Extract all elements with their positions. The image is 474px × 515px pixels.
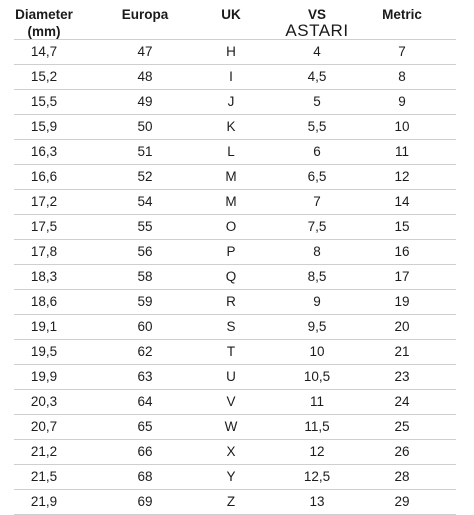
- table-row: [14, 390, 456, 415]
- cell-vs: 5,5: [307, 119, 327, 134]
- cell-europa: 60: [137, 319, 153, 334]
- header-uk: UK: [221, 7, 241, 22]
- cell-diameter: 15,2: [30, 69, 58, 84]
- cell-europa: 56: [137, 244, 153, 259]
- cell-europa: 58: [137, 269, 153, 284]
- cell-uk: K: [226, 119, 236, 134]
- table-row: [14, 165, 456, 190]
- cell-europa: 52: [137, 169, 153, 184]
- cell-vs: 8,5: [307, 269, 327, 284]
- header-europa: Europa: [121, 7, 169, 22]
- cell-diameter: 15,5: [30, 94, 58, 109]
- cell-diameter: 16,6: [30, 169, 58, 184]
- table-row: [14, 39, 456, 65]
- cell-uk: S: [226, 319, 236, 334]
- cell-uk: M: [225, 169, 237, 184]
- cell-metric: 8: [398, 69, 406, 84]
- cell-uk: H: [226, 44, 236, 59]
- cell-diameter: 20,3: [30, 394, 58, 409]
- cell-vs: 11: [309, 394, 324, 409]
- table-row: [14, 190, 456, 215]
- table-row: [14, 415, 456, 440]
- cell-diameter: 21,5: [30, 469, 58, 484]
- table-row: [14, 215, 456, 240]
- table-row: [14, 365, 456, 390]
- table-row: [14, 465, 456, 490]
- cell-diameter: 17,5: [30, 219, 58, 234]
- cell-europa: 59: [137, 294, 153, 309]
- cell-vs: 12,5: [303, 469, 331, 484]
- cell-metric: 24: [394, 394, 410, 409]
- cell-uk: W: [224, 419, 238, 434]
- cell-vs: 12: [309, 444, 325, 459]
- cell-europa: 47: [137, 44, 153, 59]
- table-row: [14, 290, 456, 315]
- cell-europa: 55: [137, 219, 153, 234]
- header-vs: [272, 6, 362, 40]
- cell-vs: 10,5: [303, 369, 331, 384]
- header-diameter: [0, 6, 88, 40]
- table-row: [14, 265, 456, 290]
- table-row: [14, 490, 456, 515]
- cell-uk: I: [229, 69, 233, 84]
- cell-uk: T: [226, 344, 236, 359]
- cell-europa: 51: [137, 144, 153, 159]
- cell-uk: L: [227, 144, 235, 159]
- header-diameter-label: Diameter (mm): [15, 7, 73, 39]
- table-row: [14, 65, 456, 90]
- cell-diameter: 21,2: [30, 444, 58, 459]
- cell-vs: 9,5: [307, 319, 327, 334]
- cell-uk: O: [225, 219, 237, 234]
- cell-metric: 11: [394, 144, 409, 159]
- cell-diameter: 17,2: [30, 194, 58, 209]
- cell-metric: 14: [394, 194, 410, 209]
- cell-metric: 10: [394, 119, 410, 134]
- table-row: [14, 115, 456, 140]
- cell-vs: 4,5: [307, 69, 327, 84]
- cell-vs: 11,5: [304, 419, 330, 434]
- cell-uk: X: [226, 444, 236, 459]
- cell-diameter: 14,7: [30, 44, 58, 59]
- cell-diameter: 19,1: [30, 319, 58, 334]
- cell-europa: 66: [137, 444, 153, 459]
- cell-vs: 7: [313, 194, 321, 209]
- cell-diameter: 15,9: [30, 119, 58, 134]
- table-row: [14, 440, 456, 465]
- cell-diameter: 18,6: [30, 294, 58, 309]
- header-vs-label: VS: [307, 7, 326, 22]
- cell-metric: 26: [394, 444, 410, 459]
- size-table: [14, 39, 456, 515]
- cell-diameter: 19,5: [30, 344, 58, 359]
- cell-diameter: 21,9: [30, 494, 58, 509]
- table-row: [14, 315, 456, 340]
- cell-metric: 7: [398, 44, 406, 59]
- cell-vs: 4: [313, 44, 321, 59]
- cell-europa: 48: [137, 69, 153, 84]
- cell-vs: 7,5: [307, 219, 327, 234]
- cell-europa: 63: [137, 369, 153, 384]
- cell-uk: U: [226, 369, 236, 384]
- cell-vs: 6,5: [307, 169, 327, 184]
- table-row: [14, 90, 456, 115]
- cell-vs: 8: [313, 244, 321, 259]
- cell-diameter: 18,3: [30, 269, 58, 284]
- cell-diameter: 20,7: [30, 419, 58, 434]
- table-row: [14, 340, 456, 365]
- cell-uk: V: [226, 394, 236, 409]
- cell-uk: M: [225, 194, 237, 209]
- cell-uk: Z: [226, 494, 236, 509]
- cell-europa: 62: [137, 344, 153, 359]
- cell-europa: 49: [137, 94, 153, 109]
- table-header: [0, 0, 474, 44]
- cell-europa: 68: [137, 469, 153, 484]
- brand-logo: ASTARI: [285, 21, 349, 40]
- table-row: [14, 140, 456, 165]
- cell-metric: 19: [394, 294, 410, 309]
- cell-metric: 23: [394, 369, 410, 384]
- cell-metric: 17: [394, 269, 410, 284]
- cell-vs: 5: [313, 94, 321, 109]
- cell-vs: 13: [309, 494, 325, 509]
- cell-europa: 64: [137, 394, 153, 409]
- cell-metric: 29: [394, 494, 410, 509]
- cell-metric: 16: [394, 244, 410, 259]
- cell-vs: 6: [313, 144, 321, 159]
- header-metric: Metric: [382, 7, 422, 22]
- cell-uk: Y: [226, 469, 236, 484]
- cell-metric: 9: [398, 94, 406, 109]
- cell-metric: 28: [394, 469, 410, 484]
- cell-europa: 50: [137, 119, 153, 134]
- cell-uk: J: [227, 94, 235, 109]
- cell-europa: 65: [137, 419, 153, 434]
- cell-vs: 9: [313, 294, 321, 309]
- cell-diameter: 19,9: [30, 369, 58, 384]
- cell-metric: 12: [394, 169, 410, 184]
- cell-diameter: 16,3: [30, 144, 58, 159]
- cell-diameter: 17,8: [30, 244, 58, 259]
- cell-europa: 54: [137, 194, 153, 209]
- cell-metric: 21: [394, 344, 410, 359]
- cell-europa: 69: [137, 494, 153, 509]
- table-row: [14, 240, 456, 265]
- cell-vs: 10: [309, 344, 325, 359]
- cell-metric: 15: [394, 219, 410, 234]
- cell-uk: P: [226, 244, 236, 259]
- cell-uk: R: [226, 294, 236, 309]
- cell-uk: Q: [225, 269, 237, 284]
- cell-metric: 20: [394, 319, 410, 334]
- cell-metric: 25: [394, 419, 410, 434]
